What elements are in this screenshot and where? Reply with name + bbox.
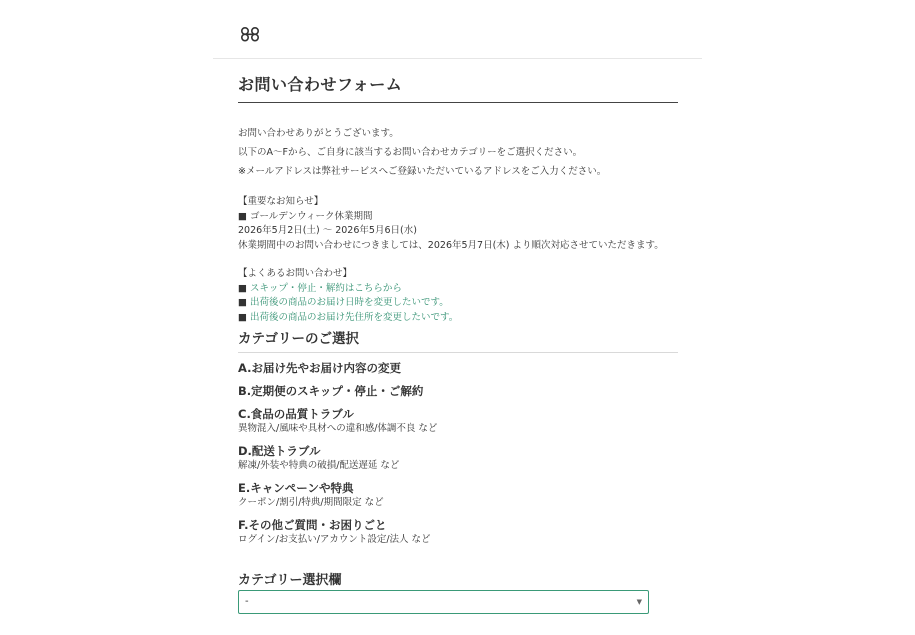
brand-logo-icon[interactable]	[239, 25, 261, 43]
faq-link-skip-stop-cancel[interactable]: スキップ・停止・解約はこちらから	[250, 282, 402, 294]
intro-line: 以下のA〜Fから、ご自身に該当するお問い合わせカテゴリーをご選択ください。	[238, 147, 583, 158]
category-select-value: -	[245, 596, 249, 607]
faq-item	[238, 311, 678, 326]
faq-heading: 【よくあるお問い合わせ】	[238, 268, 353, 279]
category-label: B.定期便のスキップ・停止・ご解約	[238, 384, 424, 398]
category-select-label: カテゴリー選択欄	[238, 573, 342, 588]
category-description: 異物混入/風味や具材への違和感/体調不良 など	[238, 423, 438, 434]
notice-dates: 2026年5月2日(土) 〜 2026年5月6日(水)	[238, 225, 417, 236]
page-title: お問い合わせフォーム	[238, 72, 678, 103]
category-label: E.キャンペーンや特典	[238, 481, 354, 495]
category-item-e	[238, 480, 678, 510]
category-item-b	[238, 383, 678, 399]
chevron-down-icon[interactable]: ▼	[636, 598, 642, 606]
bullet: ■	[238, 311, 247, 323]
important-notice	[238, 195, 678, 253]
notice-message: 休業期間中のお問い合わせにつきましては、2026年5月7日(木) より順次対応させていただきます。	[238, 239, 664, 251]
faq-item	[238, 296, 678, 311]
category-item-d	[238, 443, 678, 473]
category-item-c	[238, 406, 678, 436]
faq-link-change-delivery-date[interactable]: 出荷後の商品のお届け日時を変更したいです。	[250, 297, 449, 308]
bullet: ■	[238, 297, 247, 308]
notice-heading: 【重要なお知らせ】	[238, 196, 324, 207]
category-select[interactable]	[238, 590, 649, 614]
notice-item: ■ ゴールデンウィーク休業期間	[238, 210, 373, 222]
faq-link-change-delivery-address[interactable]: 出荷後の商品のお届け先住所を変更したいです。	[250, 311, 459, 323]
category-section-title: カテゴリーのご選択	[238, 327, 678, 353]
category-description: ログイン/お支払い/アカウント設定/法人 など	[238, 534, 431, 545]
category-label: F.その他ご質問・お困りごと	[238, 518, 387, 532]
bullet: ■	[238, 282, 247, 294]
category-description: クーポン/割引/特典/期間限定 など	[238, 497, 384, 508]
category-item-a	[238, 360, 678, 376]
intro-line: お問い合わせありがとうございます。	[238, 128, 399, 139]
category-description: 解凍/外装や特典の破損/配送遅延 など	[238, 460, 400, 471]
intro-text	[238, 124, 678, 181]
form-content	[238, 72, 678, 547]
faq-list	[238, 267, 678, 325]
category-label: D.配送トラブル	[238, 444, 321, 458]
faq-item	[238, 282, 678, 297]
site-header	[213, 0, 702, 59]
category-item-f	[238, 517, 678, 547]
category-label: C.食品の品質トラブル	[238, 407, 354, 421]
intro-line: ※メールアドレスは弊社サービスへご登録いただいているアドレスをご入力ください。	[238, 166, 607, 177]
category-label: A.お届け先やお届け内容の変更	[238, 361, 401, 375]
